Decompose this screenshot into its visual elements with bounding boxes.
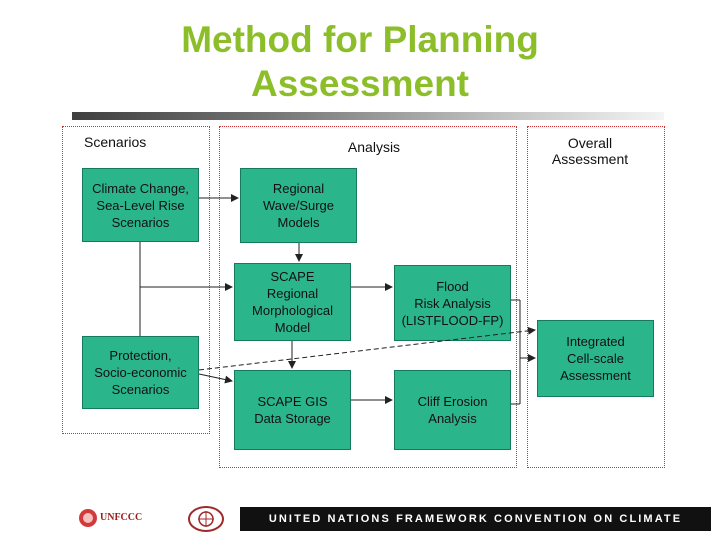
overall-column-label: Overall Assessment: [551, 135, 629, 167]
unfccc-footer-banner: UNITED NATIONS FRAMEWORK CONVENTION ON CLIMATE CHANGE: [240, 507, 711, 531]
unfccc-logo-icon: [78, 508, 98, 528]
title-line-2: Assessment: [250, 63, 469, 104]
unfccc-logo-text: UNFCCC: [100, 512, 143, 523]
arrow-protection-to-integrated: [199, 330, 535, 370]
cliff-erosion-box: Cliff Erosion Analysis: [394, 370, 511, 450]
integrated-assessment-box: Integrated Cell-scale Assessment: [537, 320, 654, 397]
scape-gis-box: SCAPE GIS Data Storage: [234, 370, 351, 450]
title-line-1: Method for Planning: [181, 19, 539, 60]
un-emblem-icon: [186, 505, 226, 533]
regional-wave-box: Regional Wave/Surge Models: [240, 168, 357, 243]
protection-box: Protection, Socio-economic Scenarios: [82, 336, 199, 409]
flood-risk-box: Flood Risk Analysis (LISTFLOOD-FP): [394, 265, 511, 341]
un-emblem-mark: [186, 505, 226, 533]
analysis-column-label: Analysis: [347, 139, 401, 155]
arrow-protection-to-gis: [199, 374, 232, 381]
scenarios-column-label: Scenarios: [84, 134, 147, 150]
scape-model-box: SCAPE Regional Morphological Model: [234, 263, 351, 341]
climate-change-box: Climate Change, Sea-Level Rise Scenarios: [82, 168, 199, 242]
unfccc-logo-mark: [78, 508, 98, 528]
